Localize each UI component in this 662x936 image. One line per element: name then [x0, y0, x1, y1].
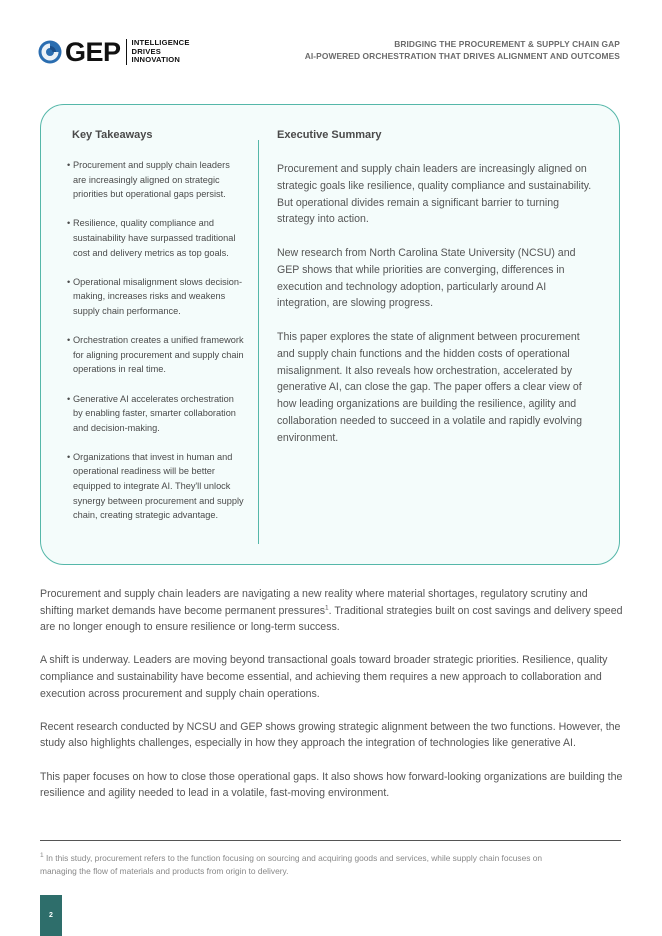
key-takeaways-list [67, 158, 245, 537]
running-header-title: BRIDGING THE PROCUREMENT & SUPPLY CHAIN GAP [394, 39, 620, 49]
footnote-reference[interactable]: 1 [325, 604, 329, 612]
key-takeaway-item: • Generative AI accelerates orchestration by enabling faster, smarter collaboration and decision-making. [67, 392, 245, 436]
logo-tagline [132, 39, 190, 65]
page-number-badge: 2 [40, 895, 62, 936]
footnote [40, 852, 580, 878]
key-takeaway-item: • Organizations that invest in human and operational readiness will be better equipped to integrate AI. They'll unlock synergy between procurement and supply chain, creating strategic advantage. [67, 450, 245, 523]
running-header [305, 39, 620, 62]
logo-wordmark: GEP [65, 37, 121, 67]
body-paragraph: Recent research conducted by NCSU and GEP shows growing strategic alignment between the two functions. However, the study also highlights challenges, especially in how they approach the integration of technologies like generative AI. [40, 720, 621, 750]
body-paragraph [40, 586, 624, 636]
body-paragraph-text: Procurement and supply chain leaders are navigating a new reality where material shortages, regulatory scrutiny and shifting market demands have become permanent pressures [40, 588, 588, 617]
executive-summary-paragraph: New research from North Carolina State University (NCSU) and GEP shows that while priorities are converging, differences in execution and technology adoption, particularly around AI integration, are slowing progress. [277, 246, 576, 310]
body-paragraph: A shift is underway. Leaders are moving beyond transactional goals toward broader strategic priorities. Resilience, quality compliance and sustainability have become essential, and achieving them requires a new approach to collaboration and execution across procurement and supply chain operations. [40, 654, 608, 700]
executive-summary-paragraph: This paper explores the state of alignment between procurement and supply chain functions and the hidden costs of operational misalignment. It also reveals how orchestration, accelerated by generative AI, can close the gap. The paper offers a clear view of how leading organizations are building the resilience, agility and collaboration needed to succeed in a volatile and rapidly evolving environment. [277, 330, 583, 444]
footnote-marker: 1 [40, 852, 44, 860]
key-takeaway-item: • Resilience, quality compliance and sustainability have surpassed traditional cost and delivery metrics as top goals. [67, 216, 245, 260]
logo-tagline-line: INTELLIGENCE [131, 38, 190, 48]
running-header-subtitle: AI-POWERED ORCHESTRATION THAT DRIVES ALIGNMENT AND OUTCOMES [304, 50, 620, 61]
logo-divider [126, 39, 127, 65]
main-body [40, 586, 624, 818]
body-paragraph-text: . Traditional strategies built on cost savings and delivery speed are no longer enough to ensure resilience or long-term success. [40, 604, 623, 634]
panel-divider [258, 140, 259, 544]
gep-swirl-logo-icon [38, 40, 62, 64]
footnote-rule [40, 840, 621, 841]
key-takeaway-item: • Orchestration creates a unified framework for aligning procurement and supply chain operations in real time. [67, 333, 245, 377]
logo-tagline-line: INNOVATION [131, 55, 181, 65]
executive-summary-paragraph: Procurement and supply chain leaders are increasingly aligned on strategic goals like resilience, quality compliance and sustainability. But operational divides remain a significant barrier to turning strategy into action. [277, 163, 592, 226]
body-paragraph: This paper focuses on how to close those operational gaps. It also shows how forward-looking organizations are building the resilience and agility needed to lead in a volatile, fast-moving environment. [40, 770, 623, 800]
executive-summary-heading: Executive Summary [277, 129, 382, 141]
footnote-text: In this study, procurement refers to the function focusing on sourcing and acquiring goods and services, while supply chain focuses on managing the flow of materials and products from origin to delivery. [40, 853, 543, 877]
executive-summary-body [277, 161, 599, 463]
logo-tagline-line: DRIVES [131, 46, 162, 56]
key-takeaways-heading: Key Takeaways [72, 129, 153, 141]
gep-logo [38, 37, 190, 67]
key-takeaway-item: • Procurement and supply chain leaders are increasingly aligned on strategic priorities but operational gaps persist. [67, 158, 245, 202]
key-takeaway-item: • Operational misalignment slows decision-making, increases risks and weakens supply chain performance. [67, 275, 245, 319]
